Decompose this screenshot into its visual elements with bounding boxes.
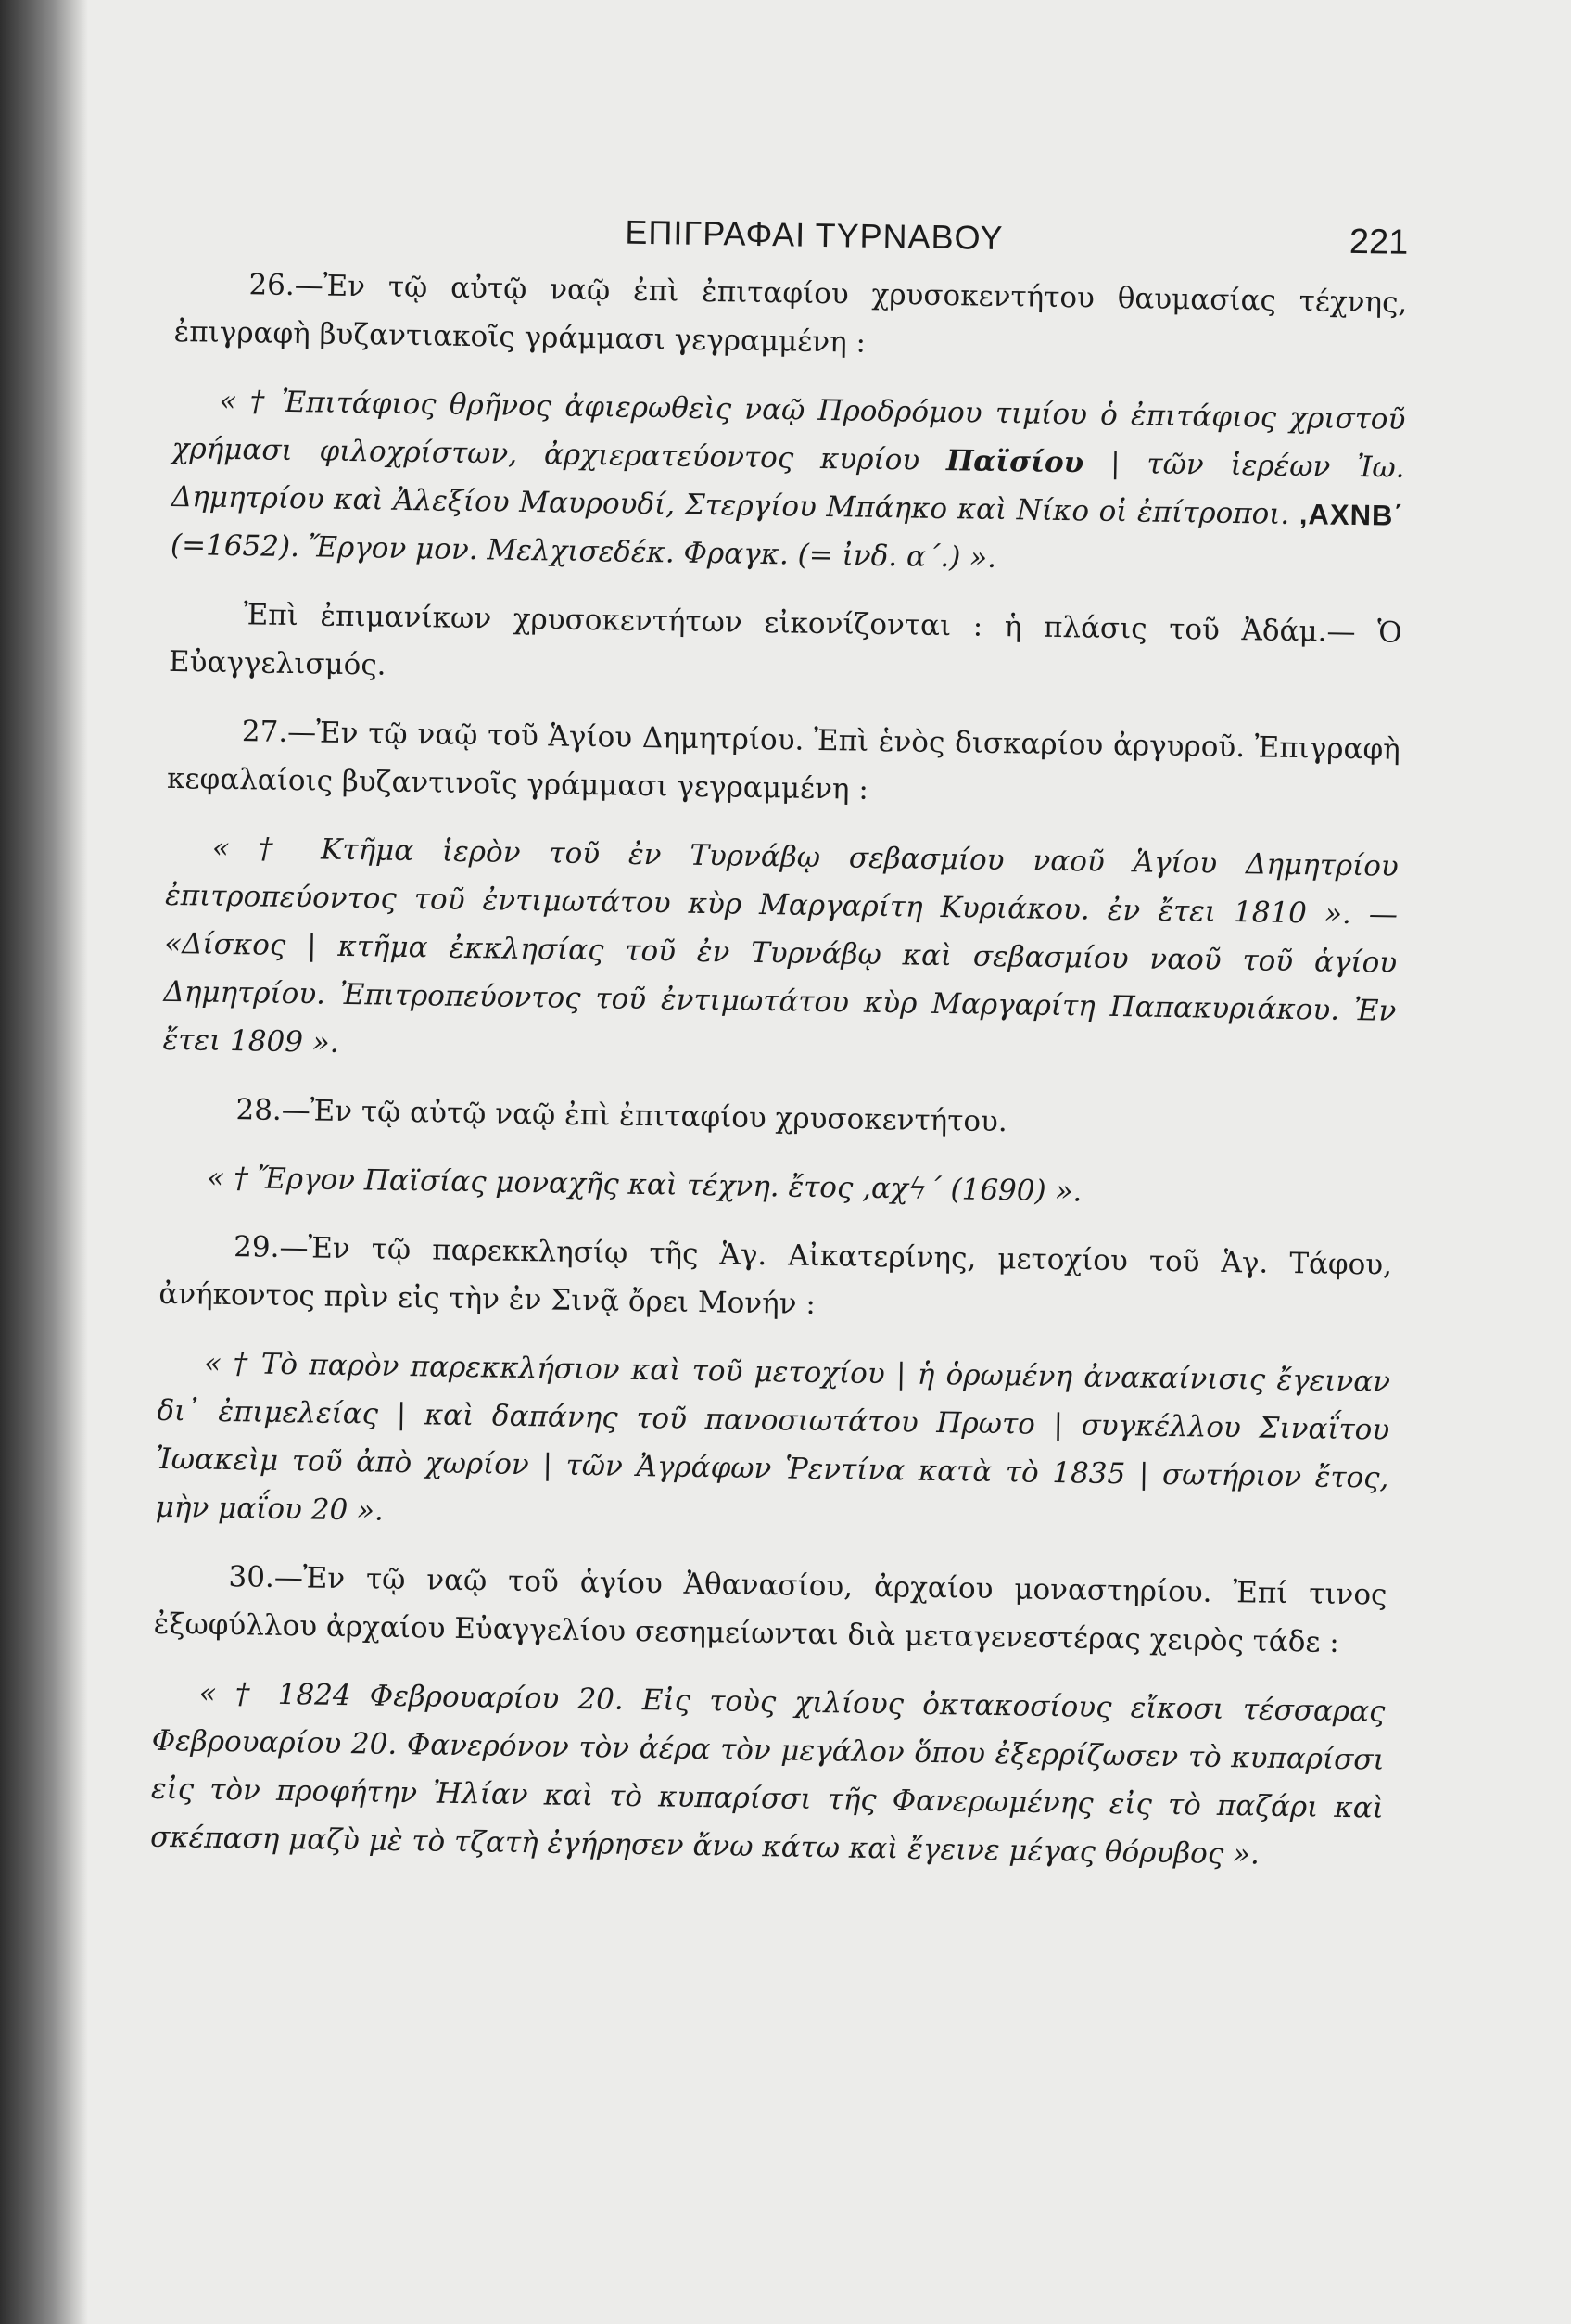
inscription-28: « † Ἔργον Παϊσίας μοναχῆς καὶ τέχνη. ἔτος ,αχϟ΄ (1690) ». [207,1161,1083,1209]
inscription-26 [171,376,1406,589]
entry-29: 29.—Ἐν τῷ παρεκκλησίῳ τῆς Ἁγ. Αἰκατερίνης, μετοχίου τοῦ Ἁγ. Τάφου, ἀνήκοντος πρὶν εἰς τὴν ἐν Σινᾷ ὄρει Μονήν : [158,1230,1393,1321]
entry-26-note: Ἐπὶ ἐπιμανίκων χρυσοκεντήτων εἰκονίζονται : ἡ πλάσις τοῦ Ἀδάμ.— Ὁ Εὐαγγελισμός. [168,598,1403,682]
inscription-date-caps: ,ΑΧΝΒ΄ [1299,498,1404,532]
book-spine-shadow [0,0,88,2324]
entry-27: 27.—Ἐν τῷ ναῷ τοῦ Ἁγίου Δημητρίου. Ἐπὶ ἑνὸς δισκαρίου ἀργυροῦ. Ἐπιγραφὴ κεφαλαίοις βυζαντινοῖς γράμμασι γεγραμμένη : [166,715,1401,806]
inscription-27: « † Κτῆμα ἱερὸν τοῦ ἐν Τυρνάβῳ σεβασμίου ναοῦ Ἁγίου Δημητρίου ἐπιτροπεύοντος τοῦ ἐντιμωτάτου κὺρ Μαργαρίτη Κυριάκου. ἐν ἔτει 1810 ». — «Δίσκος | κτῆμα ἐκκλησίας τοῦ ἐν Τυρνάβῳ καὶ σεβασμίου ναοῦ τοῦ ἁγίου Δημητρίου. Ἐπιτροπεύοντος τοῦ ἐντιμωτάτου κὺρ Μαργαρίτη Παπακυριάκου. Ἐν ἔτει 1809 ». [162,831,1400,1060]
inscription-text: « † Ἐπιτάφιος θρῆνος ἀφιερωθεὶς ναῷ Προδρόμου τιμίου ὁ ἐπιτάφιος χριστοῦ χρήμασι φιλοχρίστων, ἀρχιερατεύοντος κυρίου [171,384,1406,477]
book-page [144,195,1409,2291]
inscription-text: (=1652). Ἔργον μον. Μελχισεδέκ. Φραγκ. (= ἰνδ. α΄.) ». [170,527,997,575]
entry-26: 26.—Ἐν τῷ αὐτῷ ναῷ ἐπὶ ἐπιταφίου χρυσοκεντήτου θαυμασίας τέχνης, ἐπιγραφὴ βυζαντιακοῖς γράμμασι γεγραμμένη : [173,268,1408,360]
running-title: ΕΠΙΓΡΑΦΑΙ ΤΥΡΝΑΒΟΥ [625,212,1004,258]
inscription-text: | τῶν ἱερέων Ἰω. Δημητρίου καὶ Ἀλεξίου Μαυρουδί, Στεργίου Μπάηκο καὶ Νίκο οἱ ἐπίτροποι. [171,446,1405,531]
entry-30: 30.—Ἐν τῷ ναῷ τοῦ ἁγίου Ἀθανασίου, ἀρχαίου μοναστηρίου. Ἐπί τινος ἐξωφύλλου ἀρχαίου Εὐαγγελίου σεσημείωνται διὰ μεταγενεστέρας χειρὸς τάδε : [153,1560,1387,1659]
page-number: 221 [1349,222,1409,262]
inscription-30: « † 1824 Φεβρουαρίου 20. Εἰς τοὺς χιλίους ὀκτακοσίους εἴκοσι τέσσαρας Φεβρουαρίου 20. Φανερόνον τὸν ἀέρα τὸν μεγάλον ὅπου ἐξερρίζωσεν τὸ κυπαρίσσι εἰς τὸν προφήτην Ἠλίαν καὶ τὸ κυπαρίσσι τῆς Φανερωμένης εἰς τὸ παζάρι καὶ σκέπαση μαζὺ μὲ τὸ τζατὴ ἐγήρησεν ἄνω κάτω καὶ ἔγεινε μέγας θόρυβος ». [149,1676,1386,1872]
entry-28: 28.—Ἐν τῷ αὐτῷ ναῷ ἐπὶ ἐπιταφίου χρυσοκεντήτου. [235,1093,1008,1139]
inscription-bold-name: Παϊσίου [945,444,1084,480]
inscription-29: « † Τὸ παρὸν παρεκκλήσιον καὶ τοῦ μετοχίου | ἡ ὁρωμένη ἀνακαίνισις ἔγειναν δι᾽ ἐπιμελείας | καὶ δαπάνης τοῦ πανοσιωτάτου Πρωτο | συγκέλλου Σιναΐτου Ἰωακεὶμ τοῦ ἀπὸ χωρίον | τῶν Ἀγράφων Ῥεντίνα κατὰ τὸ 1835 | σωτήριον ἔτος, μὴν μαΐου 20 ». [155,1346,1391,1528]
